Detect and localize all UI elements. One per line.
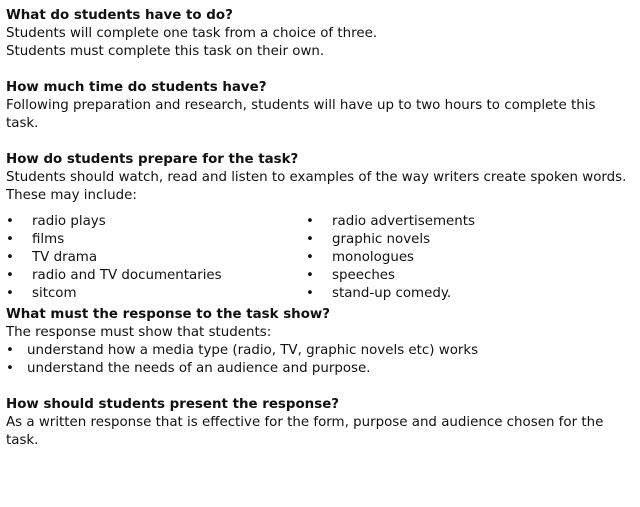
list-item: • films bbox=[6, 231, 306, 249]
section-heading: What do students have to do? bbox=[6, 8, 233, 23]
section-line: Students must complete this task on their own. bbox=[6, 44, 325, 59]
section-line: Students will complete one task from a choice of three. bbox=[6, 26, 378, 41]
section-heading: How do students prepare for the task? bbox=[6, 152, 299, 167]
section-text: As a written response that is effective for the form, purpose and audience chosen for the task. bbox=[6, 415, 604, 448]
list-item: • understand the needs of an audience and purpose. bbox=[6, 360, 630, 378]
list-item: • TV drama bbox=[6, 249, 306, 267]
section-response-show bbox=[6, 306, 630, 378]
document-page bbox=[6, 7, 630, 450]
list-item: • graphic novels bbox=[306, 231, 626, 249]
examples-columns bbox=[6, 213, 630, 303]
list-item: • radio and TV documentaries bbox=[6, 267, 306, 285]
list-item: • radio advertisements bbox=[306, 213, 626, 231]
section-present bbox=[6, 396, 630, 450]
section-prepare bbox=[6, 151, 630, 303]
list-item: • speeches bbox=[306, 267, 626, 285]
list-item: • stand-up comedy. bbox=[306, 285, 626, 303]
section-time bbox=[6, 79, 630, 133]
section-text: The response must show that students: bbox=[6, 325, 272, 340]
list-item: • sitcom bbox=[6, 285, 306, 303]
list-item: • monologues bbox=[306, 249, 626, 267]
section-heading: How should students present the response? bbox=[6, 397, 340, 412]
section-text: Students should watch, read and listen to examples of the way writers create spoken words. These may include: bbox=[6, 170, 627, 203]
section-heading: What must the response to the task show? bbox=[6, 307, 331, 322]
section-what-to-do bbox=[6, 7, 630, 61]
section-text: Following preparation and research, students will have up to two hours to complete this task. bbox=[6, 98, 596, 131]
list-item: • understand how a media type (radio, TV, graphic novels etc) works bbox=[6, 342, 630, 360]
examples-left-column bbox=[6, 213, 306, 303]
list-item: • radio plays bbox=[6, 213, 306, 231]
section-heading: How much time do students have? bbox=[6, 80, 267, 95]
examples-right-column bbox=[306, 213, 626, 303]
